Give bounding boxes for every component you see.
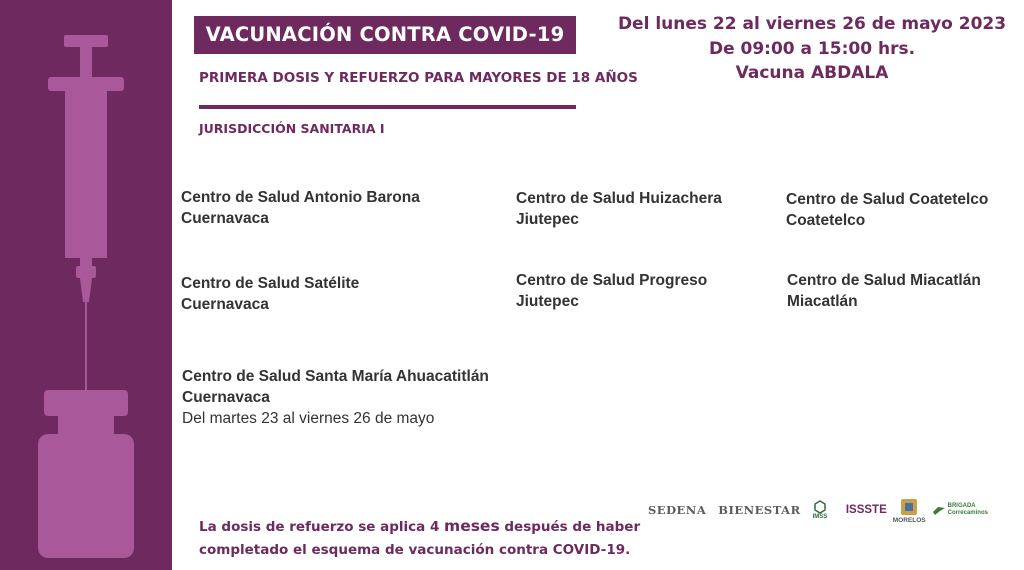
imss-label: IMSS (812, 514, 828, 520)
center-name: Centro de Salud Huizachera (516, 190, 722, 207)
schedule-block (612, 12, 1012, 86)
sponsor-logos (648, 490, 988, 530)
jurisdiction-label: JURISDICCIÓN SANITARIA I (199, 121, 385, 136)
imss-emblem-icon (813, 500, 827, 514)
center-name: Centro de Salud Antonio Barona (181, 189, 420, 206)
issste-emblem-icon (839, 500, 840, 520)
center-city: Cuernavaca (181, 210, 269, 227)
center-city: Cuernavaca (181, 296, 269, 313)
issste-logo: ISSSTE (845, 504, 887, 516)
booster-note-part2: después de haber (499, 519, 641, 535)
center-item (787, 270, 981, 312)
sidebar-panel (0, 0, 172, 570)
brigada-label: BRIGADA (947, 503, 976, 509)
morelos-emblem-icon (899, 497, 919, 517)
center-item (182, 366, 489, 429)
center-name: Centro de Salud Miacatlán (787, 272, 981, 289)
center-name: Centro de Salud Coatetelco (786, 191, 989, 208)
booster-note (199, 515, 640, 562)
correcaminos-label: Correcaminos (947, 510, 988, 516)
schedule-hours: De 09:00 a 15:00 hrs. (708, 38, 916, 59)
center-name: Centro de Salud Santa María Ahuacatitlán (182, 368, 489, 385)
schedule-dates: Del lunes 22 al viernes 26 de mayo 2023 (617, 14, 1007, 34)
sedena-logo: SEDENA (648, 503, 707, 517)
imss-logo (813, 500, 828, 520)
center-item (516, 270, 707, 312)
page-subtitle: PRIMERA DOSIS Y REFUERZO PARA MAYORES DE 18 AÑOS (199, 70, 638, 86)
bienestar-logo: BIENESTAR (718, 503, 801, 517)
booster-note-part1: La dosis de refuerzo se aplica 4 (199, 519, 445, 535)
center-city: Coatetelco (786, 212, 866, 229)
correcaminos-logo (932, 503, 988, 517)
center-city: Jiutepec (516, 293, 579, 310)
booster-note-line2: completado el esquema de vacunación contra COVID-19. (199, 542, 631, 558)
center-name: Centro de Salud Progreso (516, 272, 708, 289)
center-city: Cuernavaca (182, 389, 270, 406)
page-title: VACUNACIÓN CONTRA COVID-19 (194, 16, 576, 54)
roadrunner-icon (932, 504, 946, 516)
schedule-vaccine: Vacuna ABDALA (735, 63, 889, 83)
center-city: Miacatlán (787, 293, 858, 310)
center-city: Jiutepec (516, 211, 579, 228)
center-item (516, 188, 722, 230)
center-name: Centro de Salud Satélite (181, 275, 360, 292)
center-item (181, 273, 359, 315)
morelos-label: MORELOS (892, 516, 926, 524)
center-note: Del martes 23 al viernes 26 de mayo (182, 410, 435, 427)
center-item (181, 187, 420, 229)
center-item (786, 189, 988, 231)
divider (199, 105, 576, 109)
syringe-vial-icon (0, 0, 172, 570)
morelos-logo (893, 497, 926, 524)
booster-note-emphasis: meses (444, 517, 500, 535)
